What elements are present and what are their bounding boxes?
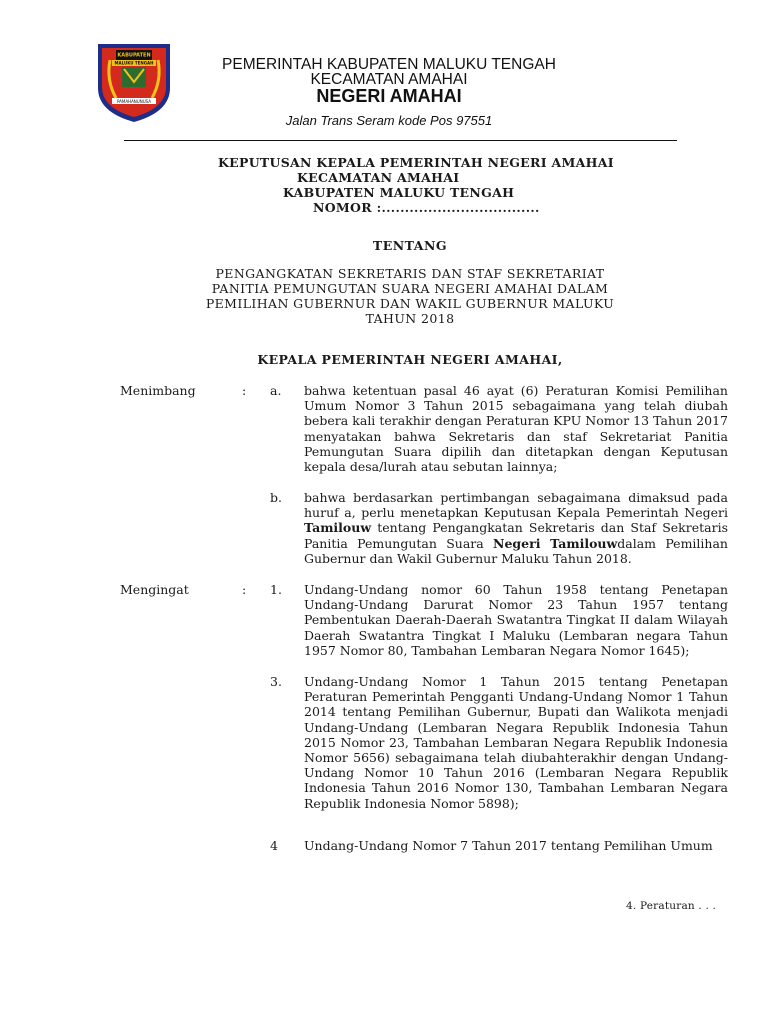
subject-line-3: PEMILIHAN GUBERNUR DAN WAKIL GUBERNUR MALUKU bbox=[205, 296, 615, 311]
menimbang-item-b-num: b. bbox=[270, 490, 282, 505]
letterhead-line-1: PEMERINTAH KABUPATEN MALUKU TENGAH bbox=[222, 56, 556, 73]
mengingat-label: Mengingat bbox=[120, 582, 189, 597]
subject-line-2: PANITIA PEMUNGUTAN SUARA NEGERI AMAHAI DALAM bbox=[211, 281, 609, 296]
logo-top-text: KABUPATEN bbox=[117, 52, 151, 59]
mengingat-item-1-num: 1. bbox=[270, 582, 282, 597]
mengingat-colon: : bbox=[242, 582, 247, 597]
logo-bottom-text: PAMAHANUNUSA bbox=[116, 98, 152, 104]
menimbang-item-b-text bbox=[304, 490, 728, 566]
subject-line-4: TAHUN 2018 bbox=[365, 311, 455, 326]
issuer-heading: KEPALA PEMERINTAH NEGERI AMAHAI, bbox=[257, 352, 563, 367]
mengingat-item-4-text: Undang-Undang Nomor 7 Tahun 2017 tentang Pemilihan Umum bbox=[304, 838, 713, 853]
menimbang-colon: : bbox=[242, 383, 247, 398]
menimbang-label: Menimbang bbox=[120, 383, 196, 398]
decree-number: NOMOR :.................................. bbox=[313, 200, 540, 215]
menimbang-item-a-text: bahwa ketentuan pasal 46 ayat (6) Peraturan Komisi Pemilihan Umum Nomor 3 Tahun 2015 sebagaimana yang telah diubah bebera kali terakhir dengan Peraturan KPU Nomor 13 Tahun 2017 menyatakan bahwa Sekretaris dan staf Sekretariat Panitia Pemungutan Suara dipilih dan ditetapkan dengan Keputusan kepala desa/lurah atau sebutan lainnya; bbox=[304, 383, 728, 475]
menimbang-item-b-bold-2: Negeri Tamilouw bbox=[493, 535, 618, 551]
mengingat-item-4-num: 4 bbox=[270, 838, 278, 853]
decree-title-line-3: KABUPATEN MALUKU TENGAH bbox=[283, 185, 515, 200]
menimbang-item-b-part-3: dalam Pemilihan Gubernur dan Wakil Gubernur Maluku Tahun 2018. bbox=[304, 535, 728, 566]
letterhead-line-3: NEGERI AMAHAI bbox=[316, 86, 462, 106]
decree-title bbox=[218, 155, 614, 215]
subject-line-1: PENGANGKATAN SEKRETARIS DAN STAF SEKRETARIAT bbox=[215, 266, 605, 281]
mengingat-item-1-text: Undang-Undang nomor 60 Tahun 1958 tentang Penetapan Undang-Undang Darurat Nomor 23 Tahun 1957 tentang Pembentukan Daerah-Daerah Swatantra Tingkat II dalam Wilayah Daerah Swatantra Tingkat I Maluku (Lembaran negara Tahun 1957 Nomor 80, Tambahan Lembaran Negara Nomor 1645); bbox=[304, 582, 728, 658]
mengingat-item-3-num: 3. bbox=[270, 674, 282, 689]
decree-title-line-2: KECAMATAN AMAHAI bbox=[297, 170, 460, 185]
decree-title-line-1: KEPUTUSAN KEPALA PEMERINTAH NEGERI AMAHAI bbox=[218, 155, 614, 170]
mengingat-item-3-text: Undang-Undang Nomor 1 Tahun 2015 tentang Penetapan Peraturan Pemerintah Pengganti Undang-Undang Nomor 1 Tahun 2014 tentang Pemilihan Gubernur, Bupati dan Walikota menjadi Undang-Undang (Lembaran Negara Republik Indonesia Tahun 2015 Nomor 23, Tambahan Lembaran Negara Republik Indonesia Nomor 5656) sebagaimana telah diubahterakhir dengan Undang-Undang Nomor 10 Tahun 2016 (Lembaran Negara Republik Indonesia Tahun 2016 Nomor 130, Tambahan Lembaran Negara Republik Indonesia Nomor 5898); bbox=[304, 674, 728, 811]
letterhead-line-2: KECAMATAN AMAHAI bbox=[310, 71, 468, 88]
menimbang-item-b-part-1: bahwa berdasarkan pertimbangan sebagaimana dimaksud pada huruf a, perlu menetapkan Keputusan Kepala Pemerintah Negeri bbox=[304, 490, 728, 521]
decree-subject bbox=[0, 266, 768, 326]
menimbang-item-b-part-2: tentang Pengangkatan Sekretaris dan Staf Sekretaris Panitia Pemungutan Suara bbox=[304, 520, 728, 551]
logo-mid-text: MALUKU TENGAH bbox=[114, 60, 154, 66]
continuation-footer: 4. Peraturan . . . bbox=[626, 900, 717, 912]
letterhead-divider bbox=[124, 140, 677, 141]
letterhead-address: Jalan Trans Seram kode Pos 97551 bbox=[285, 113, 493, 128]
menimbang-item-b-bold-1: Tamilouw bbox=[304, 520, 372, 536]
tentang-heading: TENTANG bbox=[372, 238, 448, 253]
menimbang-item-a-num: a. bbox=[270, 383, 282, 398]
